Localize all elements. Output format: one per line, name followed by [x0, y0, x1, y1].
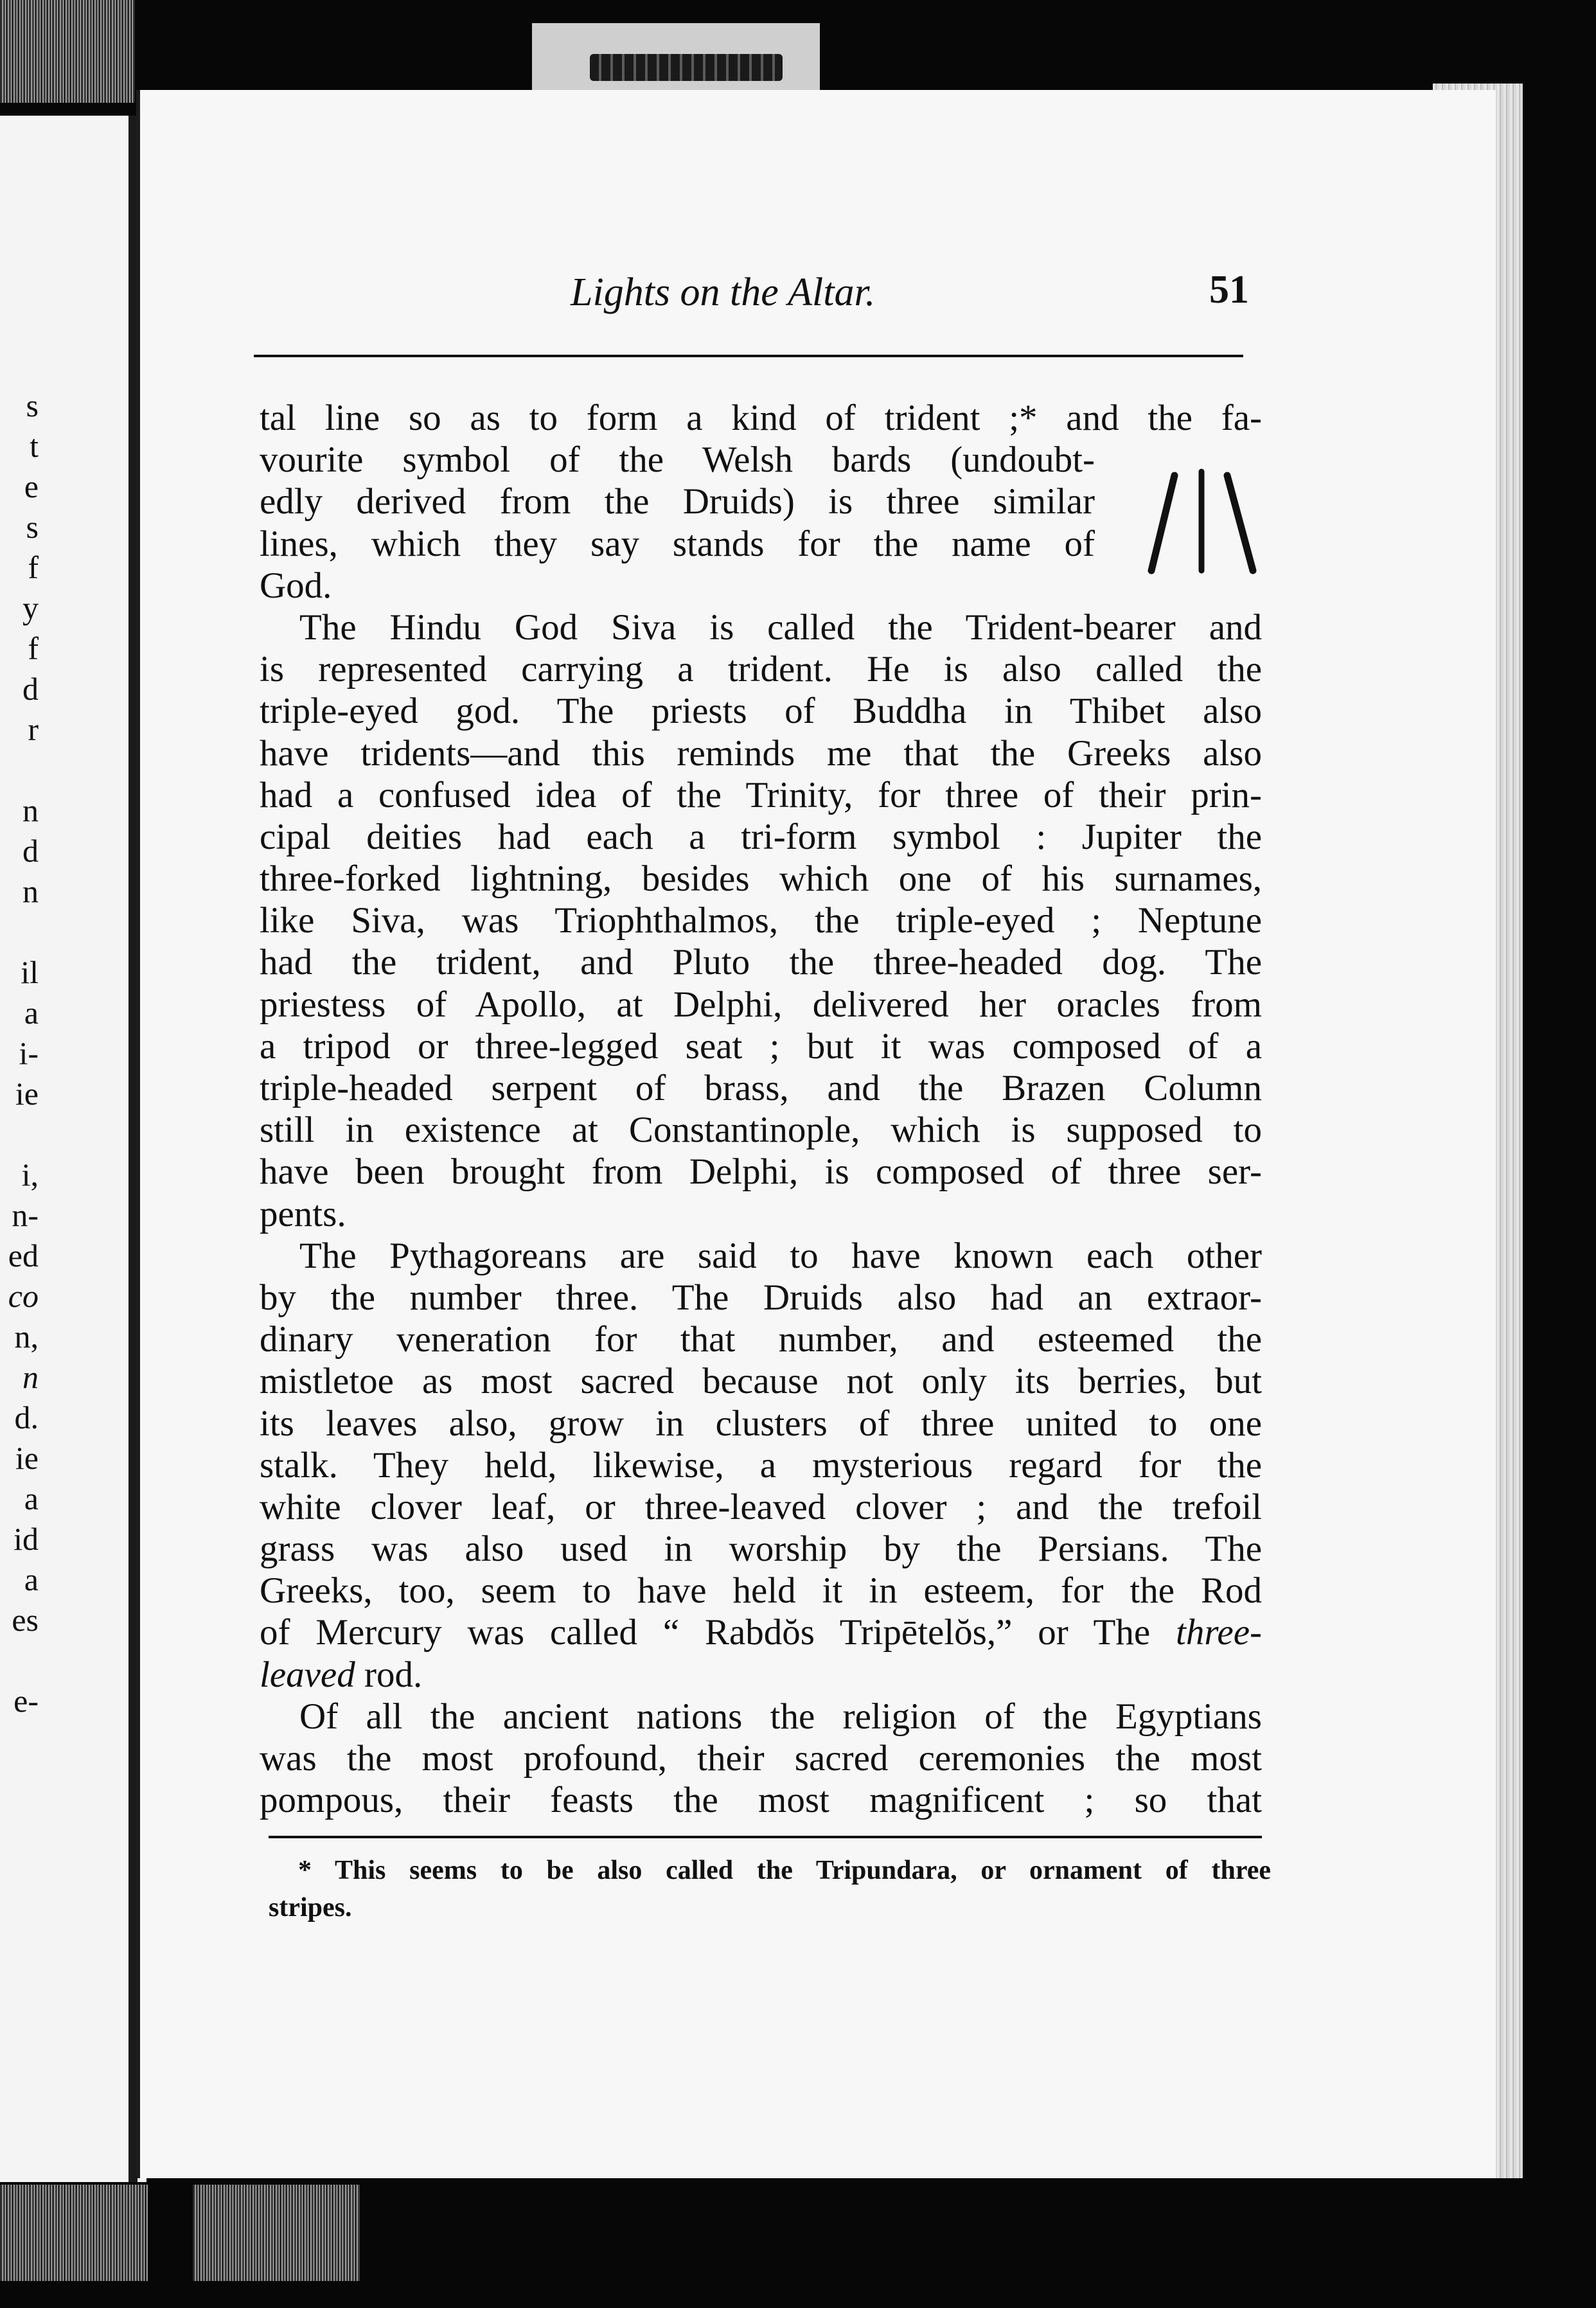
fragment: n,: [14, 1318, 39, 1354]
fragment: y: [22, 590, 39, 626]
fragment: [0, 912, 39, 952]
text-line: God.: [260, 565, 332, 606]
fragment: ed: [8, 1238, 39, 1274]
scanner-label-smudge: [590, 54, 783, 81]
text-line: have been brought from Delphi, is composed of three ser-: [260, 1151, 1262, 1193]
scanner-strip-bottom-left: [0, 2185, 148, 2281]
italic-run: leaved: [260, 1654, 355, 1695]
text-line: dinary veneration for that number, and esteemed the: [260, 1319, 1262, 1360]
fragment: f: [28, 630, 39, 666]
footnote-rule: [269, 1836, 1262, 1838]
fragment: [0, 1114, 39, 1155]
text-line: [260, 1611, 1262, 1653]
scanner-strip-bottom-mid: [193, 2185, 360, 2281]
text-line: a tripod or three-legged seat ; but it was composed of a: [260, 1025, 1262, 1067]
text-line: [260, 1654, 1262, 1696]
fragment: id: [13, 1521, 39, 1557]
fragment: a: [24, 1561, 39, 1597]
fragment: [0, 1640, 39, 1681]
fragment: t: [30, 428, 39, 464]
footnote-line: stripes.: [269, 1893, 352, 1922]
fragment: d.: [14, 1399, 39, 1435]
fragment: n: [22, 873, 39, 909]
fragment: co: [8, 1278, 39, 1314]
footnote-line: * This seems to be also called the Tripundara, or ornament of three: [298, 1856, 1271, 1885]
text-line: white clover leaf, or three-leaved clover ; and the trefoil: [260, 1486, 1262, 1527]
running-head: Lights on the Altar.: [571, 271, 876, 314]
text-line: vourite symbol of the Welsh bards (undoubt-: [260, 439, 1095, 481]
italic-run: three-: [1176, 1612, 1262, 1653]
fragment: n: [22, 792, 39, 828]
fragment: s: [26, 387, 39, 423]
fragment: n: [22, 1359, 39, 1395]
text-line: triple-eyed god. The priests of Buddha in Thibet also: [260, 691, 1262, 732]
header-rule: [254, 355, 1243, 357]
text-line: mistletoe as most sacred because not only its berries, but: [260, 1361, 1262, 1402]
fragment: r: [28, 711, 39, 747]
fragment: i-: [19, 1035, 39, 1071]
text-line: tal line so as to form a kind of trident ;* and the fa-: [260, 398, 1262, 438]
text-line: by the number three. The Druids also had an extraor-: [260, 1277, 1262, 1318]
fragment: [0, 750, 39, 790]
facing-page-text-fragments: [0, 386, 39, 1721]
text-line: pompous, their feasts the most magnificent ; so that: [260, 1780, 1262, 1821]
fragment: ie: [15, 1440, 39, 1476]
page-number: 51: [1209, 268, 1249, 312]
text-line: have tridents—and this reminds me that the Greeks also: [260, 732, 1262, 774]
text-line: pents.: [260, 1193, 346, 1234]
text-line: Of all the ancient nations the religion of the Egyptians: [299, 1696, 1262, 1737]
fragment: e-: [13, 1683, 39, 1719]
text-line: priestess of Apollo, at Delphi, delivered her oracles from: [260, 984, 1262, 1025]
text-line: stalk. They held, likewise, a mysterious regard for the: [260, 1444, 1262, 1486]
text-line: had the trident, and Pluto the three-headed dog. The: [260, 942, 1262, 983]
fragment: f: [28, 549, 39, 585]
text-line: three-forked lightning, besides which one of his surnames,: [260, 858, 1262, 900]
fragment: d: [22, 671, 39, 707]
text-line: is represented carrying a trident. He is also called the: [260, 649, 1262, 690]
text-run: rod.: [364, 1654, 423, 1695]
scanner-label-tab: [532, 23, 820, 100]
fragment: e: [24, 468, 39, 504]
text-line: edly derived from the Druids) is three similar: [260, 481, 1095, 522]
text-line: cipal deities had each a tri-form symbol : Jupiter the: [260, 816, 1262, 857]
text-line: had a confused idea of the Trinity, for three of their prin-: [260, 774, 1262, 815]
footnote: [269, 1852, 1271, 1926]
fragment: n-: [12, 1197, 39, 1233]
text-run: of Mercury was called “ Rabdŏs Tripētelŏs,” or The: [260, 1612, 1151, 1653]
fragment: a: [24, 995, 39, 1031]
text-line: lines, which they say stands for the name of: [260, 523, 1095, 564]
text-line: The Hindu God Siva is called the Trident-bearer and: [299, 607, 1262, 648]
text-line: still in existence at Constantinople, which is supposed to: [260, 1110, 1262, 1151]
text-line: like Siva, was Triophthalmos, the triple-eyed ; Neptune: [260, 900, 1262, 941]
text-line: was the most profound, their sacred ceremonies the most: [260, 1738, 1262, 1779]
text-line: grass was also used in worship by the Persians. The: [260, 1529, 1262, 1570]
fragment: ie: [15, 1076, 39, 1112]
body-text: [260, 397, 1262, 1821]
text-line: its leaves also, grow in clusters of three united to one: [260, 1403, 1262, 1444]
text-line: The Pythagoreans are said to have known each other: [299, 1235, 1262, 1276]
fragment: il: [21, 954, 39, 990]
fragment: s: [26, 509, 39, 545]
scanner-strip-top-left: [0, 0, 135, 103]
fragment: a: [24, 1480, 39, 1516]
fragment: d: [22, 833, 39, 869]
text-line: Greeks, too, seem to have held it in esteem, for the Rod: [260, 1570, 1262, 1611]
text-line: triple-headed serpent of brass, and the Brazen Column: [260, 1068, 1262, 1108]
fragment: es: [12, 1602, 39, 1638]
fragment: i,: [21, 1157, 39, 1193]
